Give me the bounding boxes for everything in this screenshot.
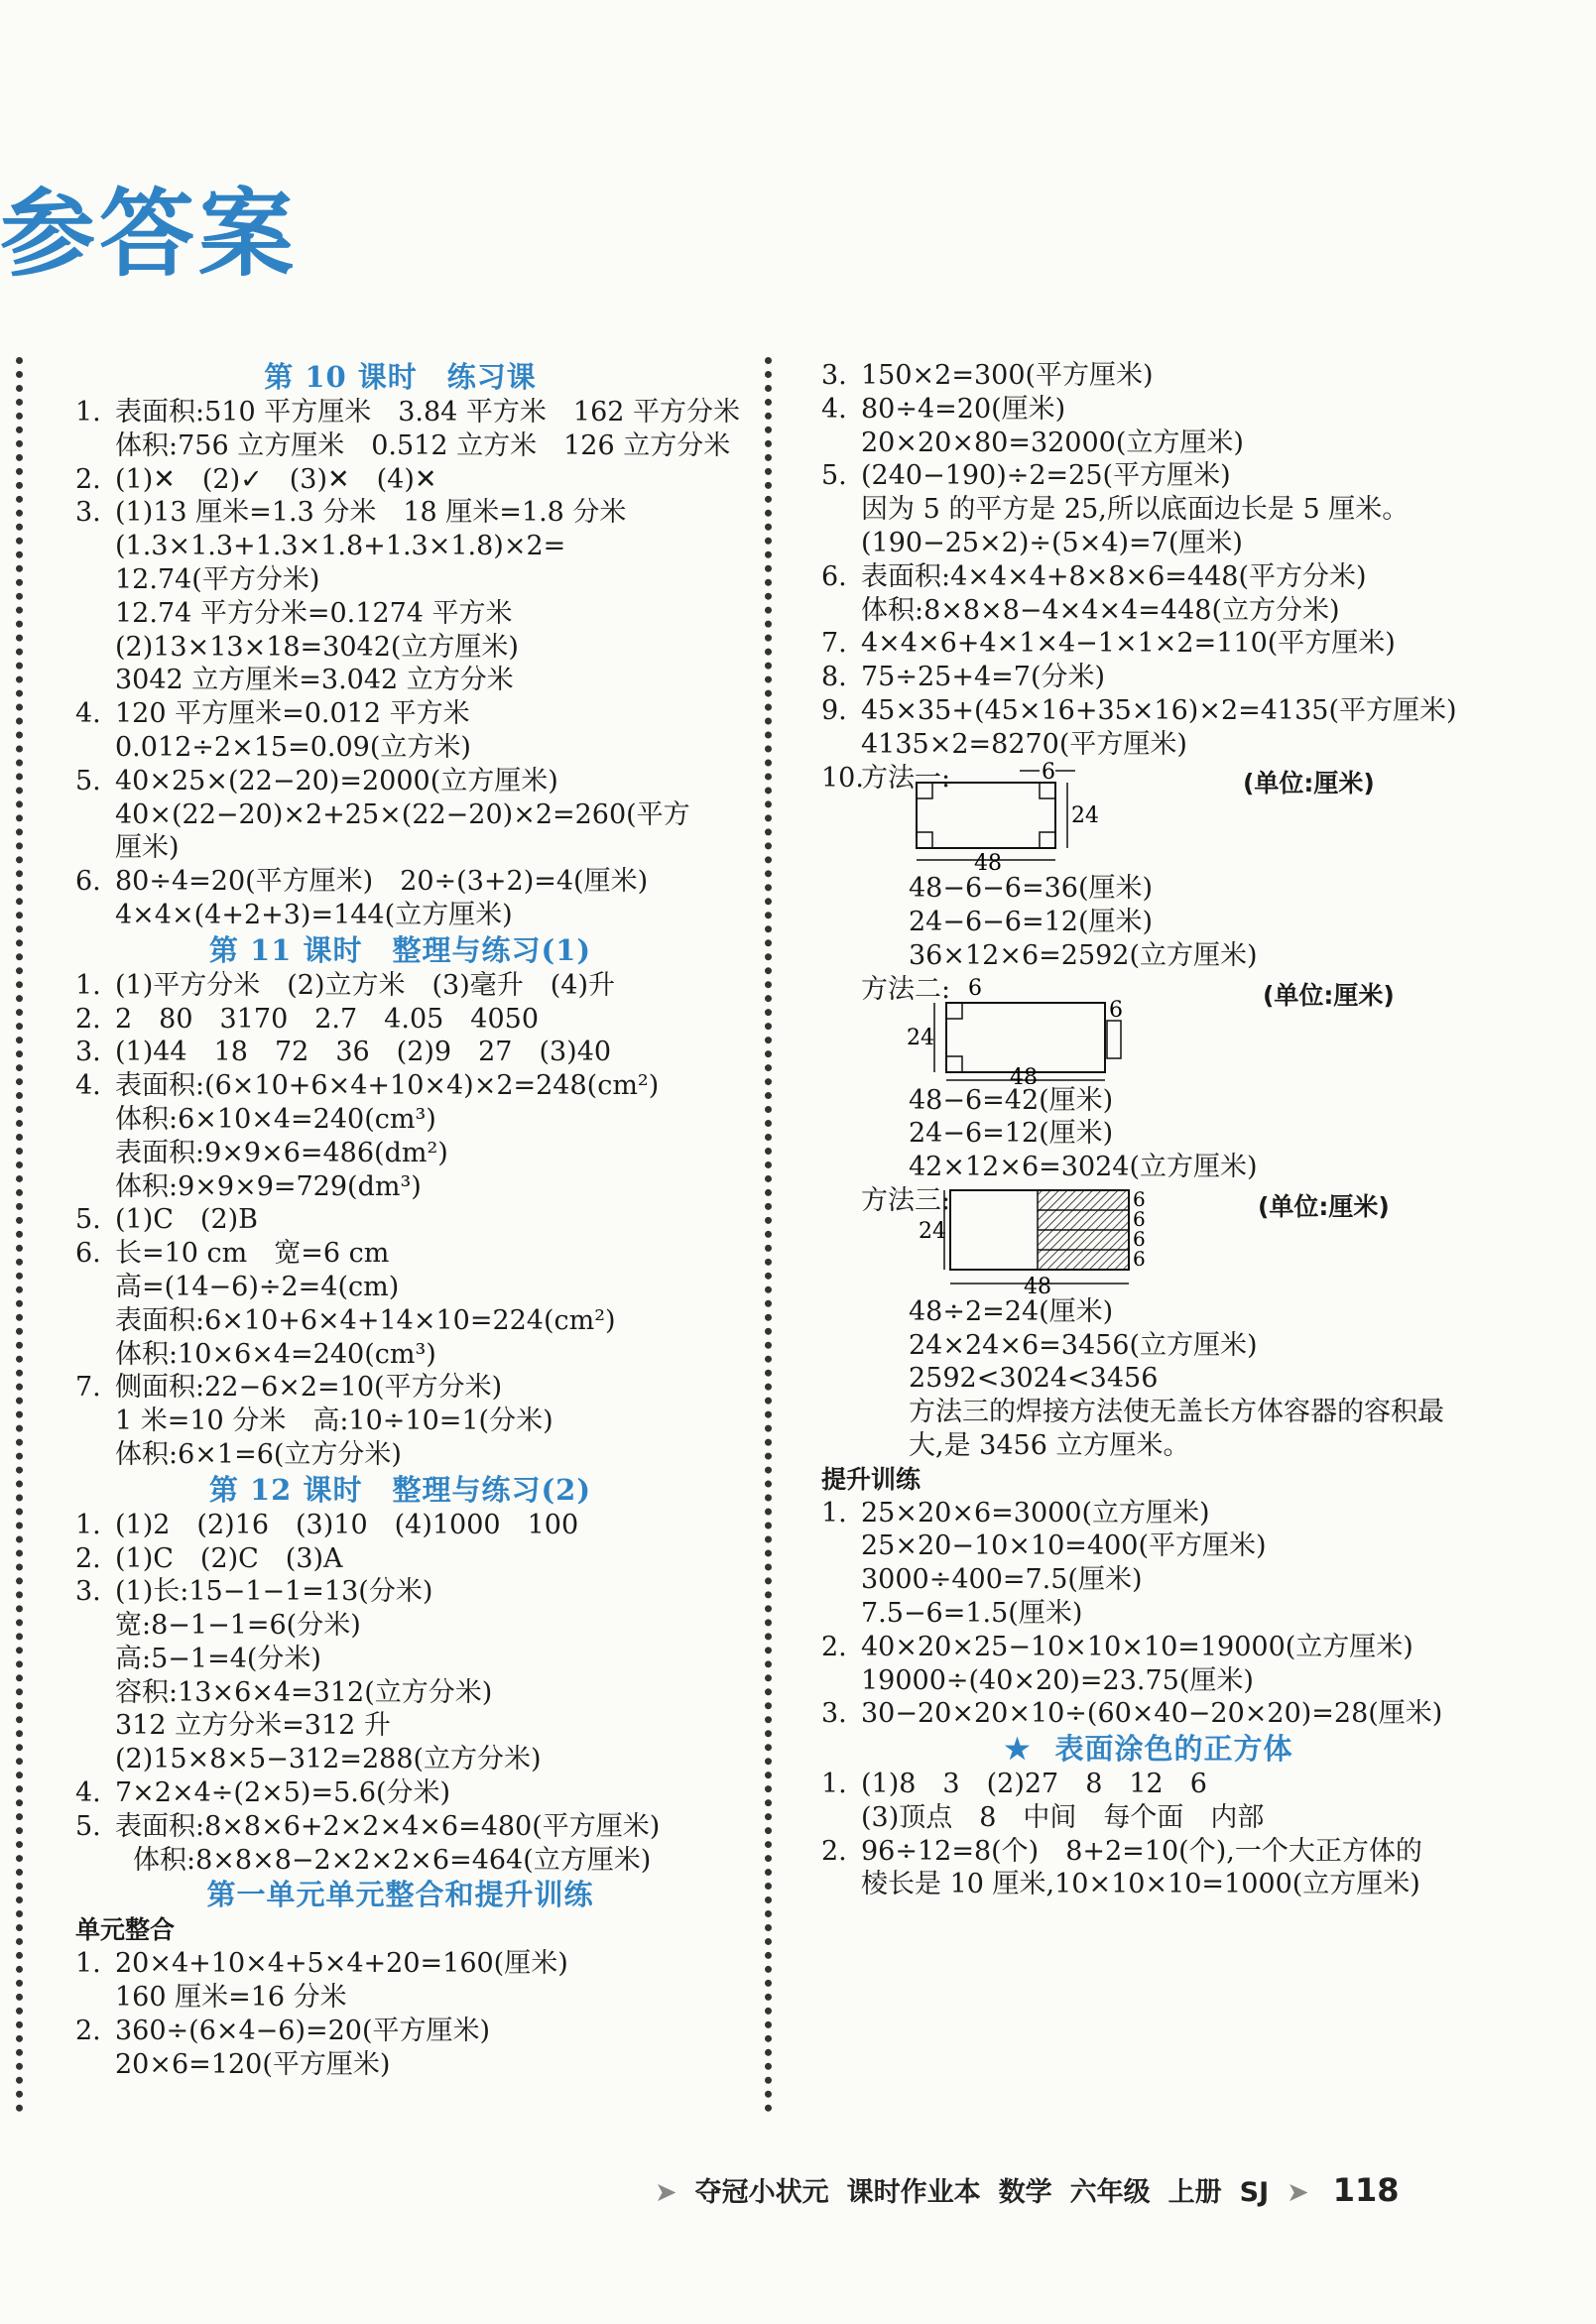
question-number: 9. <box>821 694 847 726</box>
answer-text: 80÷4=20(厘米) <box>861 393 1066 425</box>
answer-continuation: 容积:13×6×4=312(立方分米) <box>115 1676 493 1708</box>
question-number: 2. <box>821 1631 847 1662</box>
answer-continuation: 25×20−10×10=400(平方厘米) <box>861 1530 1267 1562</box>
calc-line: 方法三的焊接方法使无盖长方体容器的容积最 <box>909 1397 1444 1428</box>
question-number: 6. <box>821 560 847 592</box>
page-number: 118 <box>1332 2171 1400 2209</box>
q10-number: 10. <box>821 762 864 794</box>
question-number: 3. <box>75 497 101 529</box>
answer-continuation: 312 立方分米=312 升 <box>115 1710 391 1742</box>
footer-edition: SJ <box>1239 2177 1270 2208</box>
answer-continuation: 体积:8×8×8−4×4×4=448(立方分米) <box>861 594 1340 626</box>
answer-line <box>821 459 1476 493</box>
answer-continuation: (2)15×8×5−312=288(立方分米) <box>115 1744 542 1775</box>
method-3-calc <box>821 1295 1476 1463</box>
calc-line: 大,是 3456 立方厘米。 <box>909 1429 1190 1461</box>
dim-h-label-3: 24 <box>919 1218 946 1244</box>
right-column <box>821 359 1476 1901</box>
answer-continuation: 19000÷(40×20)=23.75(厘米) <box>861 1664 1254 1696</box>
answer-text: 80÷4=20(平方厘米) 20÷(3+2)=4(厘米) <box>115 866 649 898</box>
answer-continuation: 体积:9×9×9=729(dm³) <box>115 1170 422 1202</box>
answer-line <box>821 1697 1476 1731</box>
question-number: 5. <box>75 1204 101 1236</box>
figure-1-svg <box>871 761 1238 872</box>
question-number: 3. <box>75 1576 101 1608</box>
section-heading: 第 12 课时 整理与练习(2) <box>208 1472 592 1507</box>
left-binding-dots <box>16 357 23 2113</box>
figure-3-svg <box>871 1184 1248 1295</box>
calc-line: 24−6−6=12(厘米) <box>909 907 1154 938</box>
fig2-title: 方法二: <box>861 973 951 1005</box>
answer-text: 75÷25+4=7(分米) <box>861 662 1106 693</box>
answer-text: 96÷12=8(个) 8+2=10(个),一个大正方体的 <box>861 1835 1422 1867</box>
answer-continuation: 宽:8−1−1=6(分米) <box>115 1610 361 1642</box>
answer-text: (1)44 18 72 36 (2)9 27 (3)40 <box>115 1037 612 1068</box>
answer-continuation: 棱长是 10 厘米,10×10×10=1000(立方厘米) <box>861 1869 1420 1900</box>
answer-line <box>75 765 725 798</box>
answer-text: (1)13 厘米=1.3 分米 18 厘米=1.8 分米 <box>115 497 627 529</box>
question-number: 8. <box>821 662 847 693</box>
question-number: 7. <box>821 628 847 660</box>
answer-line <box>821 560 1476 594</box>
page-footer <box>655 2170 1417 2209</box>
answer-text: (1)✕ (2)✓ (3)✕ (4)✕ <box>115 463 437 495</box>
answer-line <box>75 496 725 530</box>
section-heading: 第一单元单元整合和提升训练 <box>206 1878 594 1912</box>
section-heading: 第 10 课时 练习课 <box>264 360 537 394</box>
answer-line <box>75 697 725 731</box>
question-number: 7. <box>75 1372 101 1404</box>
question-number: 4. <box>821 393 847 425</box>
subsection-heading: 单元整合 <box>75 1915 176 1945</box>
answer-text: (1)长:15−1−1=13(分米) <box>115 1576 433 1608</box>
method-2-calc <box>821 1084 1476 1184</box>
answer-text: 45×35+(45×16+35×16)×2=4135(平方厘米) <box>861 694 1457 726</box>
answer-continuation: 40×(22−20)×2+25×(22−20)×2=260(平方 <box>115 798 690 830</box>
calc-line: 24−6=12(厘米) <box>909 1118 1114 1150</box>
corner-cut-bl <box>917 832 932 848</box>
calc-line: 36×12×6=2592(立方厘米) <box>909 939 1258 971</box>
question-number: 3. <box>821 1698 847 1730</box>
question-number: 3. <box>821 360 847 391</box>
answer-line <box>821 694 1476 728</box>
question-number: 2. <box>75 463 101 495</box>
answer-continuation: 20×20×80=32000(立方厘米) <box>861 427 1244 458</box>
question-number: 2. <box>75 2015 101 2046</box>
footer-volume: 上册 <box>1167 2177 1222 2208</box>
answer-continuation: 1 米=10 分米 高:10÷10=1(分米) <box>115 1406 553 1437</box>
question-number: 2. <box>821 1835 847 1867</box>
calc-line: 42×12×6=3024(立方厘米) <box>909 1152 1258 1183</box>
answer-line <box>75 396 741 429</box>
method-1-calc <box>821 872 1476 972</box>
answer-continuation: 12.74(平方分米) <box>115 563 320 595</box>
figure-2-svg <box>871 973 1258 1084</box>
answer-line <box>75 1810 725 1844</box>
answer-line <box>75 463 725 497</box>
strip-label-1: 6 <box>1133 1186 1146 1211</box>
dim-h-label: 24 <box>1071 803 1099 829</box>
answer-line <box>75 1069 725 1103</box>
question-number: 6. <box>75 866 101 898</box>
question-number: 3. <box>75 1037 101 1068</box>
dim-h-label-2: 24 <box>907 1025 934 1050</box>
strip-label-3: 6 <box>1133 1226 1146 1251</box>
fig1-title: 方法一: <box>861 762 951 794</box>
answer-line <box>75 1575 725 1609</box>
footer-subject: 数学 <box>998 2177 1052 2208</box>
question-number: 4. <box>75 1070 101 1102</box>
answer-line <box>75 1542 725 1576</box>
answer-line <box>821 1835 1476 1869</box>
fig3-title: 方法三: <box>861 1184 951 1216</box>
answer-text: 表面积:(6×10+6×4+10×4)×2=248(cm²) <box>115 1070 660 1102</box>
answer-continuation: (1.3×1.3+1.3×1.8+1.3×1.8)×2= <box>115 531 566 562</box>
question-number: 1. <box>75 1509 101 1540</box>
calc-line: 48÷2=24(厘米) <box>909 1295 1114 1327</box>
answer-text: (1)平方分米 (2)立方米 (3)毫升 (4)升 <box>115 969 615 1001</box>
answer-text: (240−190)÷2=25(平方厘米) <box>861 460 1231 492</box>
answer-continuation: (190−25×2)÷(5×4)=7(厘米) <box>861 527 1243 558</box>
answer-line <box>75 1203 725 1237</box>
answer-text: 40×25×(22−20)=2000(立方厘米) <box>115 765 558 796</box>
answer-line <box>75 1509 725 1542</box>
right-bottom-answers <box>821 1463 1476 1902</box>
answer-line <box>821 359 1476 393</box>
question-number: 1. <box>75 1948 101 1980</box>
answer-text: 4×4×6+4×1×4−1×1×2=110(平方厘米) <box>861 628 1396 660</box>
calc-line: 48−6=42(厘米) <box>909 1084 1114 1116</box>
strip-label-4: 6 <box>1133 1246 1146 1271</box>
answer-text: (1)C (2)B <box>115 1204 258 1236</box>
answer-line <box>821 393 1476 427</box>
question-number: 6. <box>75 1238 101 1270</box>
answer-line <box>821 1631 1476 1664</box>
corner-cut-tl <box>917 783 932 798</box>
answer-line <box>75 969 725 1003</box>
answer-continuation: 高=(14−6)÷2=4(cm) <box>115 1271 400 1302</box>
right-binding-dots <box>765 357 772 2113</box>
answer-text: (1)8 3 (2)27 8 12 6 <box>861 1769 1207 1800</box>
answer-text: 30−20×20×10÷(60×40−20×20)=28(厘米) <box>861 1698 1443 1730</box>
answer-text: 长=10 cm 宽=6 cm <box>115 1238 390 1270</box>
dim-w-label-3: 48 <box>1024 1274 1051 1295</box>
question-number: 2. <box>75 1542 101 1574</box>
answer-text: (1)C (2)C (3)A <box>115 1542 343 1574</box>
answer-continuation: 表面积:9×9×6=486(dm²) <box>115 1137 448 1168</box>
q10-answer <box>821 762 1476 1463</box>
answer-line <box>821 1768 1476 1801</box>
unit-label-1: (单位:厘米) <box>1243 769 1375 798</box>
answer-text: 20×4+10×4+5×4+20=160(厘米) <box>115 1948 568 1980</box>
answer-continuation: 表面积:6×10+6×4+14×10=224(cm²) <box>115 1304 616 1336</box>
question-number: 1. <box>75 969 101 1001</box>
answer-text: 表面积:8×8×6+2×2×4×6=480(平方厘米) <box>115 1810 661 1842</box>
unit-label-2: (单位:厘米) <box>1263 980 1395 1010</box>
calc-line: 2592<3024<3456 <box>909 1363 1159 1395</box>
answer-line <box>821 661 1476 694</box>
corner-cut-bl-2 <box>946 1056 962 1072</box>
answer-continuation: 体积:10×6×4=240(cm³) <box>115 1338 436 1370</box>
dim-cut-label: 6 <box>1042 761 1055 786</box>
answer-continuation: 3042 立方厘米=3.042 立方分米 <box>115 665 514 696</box>
question-number: 4. <box>75 698 101 730</box>
corner-cut-tr <box>1040 783 1055 798</box>
answer-line <box>75 1036 725 1069</box>
unit-label-3: (单位:厘米) <box>1258 1191 1390 1221</box>
answer-text: 360÷(6×4−6)=20(平方厘米) <box>115 2015 491 2046</box>
answer-continuation: 因为 5 的平方是 25,所以底面边长是 5 厘米。 <box>861 494 1410 526</box>
star-icon: ★ <box>1004 1732 1032 1767</box>
footer-arrow-icon: ➤ <box>655 2177 677 2208</box>
dim-w-label-2: 48 <box>1010 1064 1038 1084</box>
sheet-outline <box>917 783 1055 848</box>
question-number: 1. <box>75 397 101 428</box>
answer-continuation: 高:5−1=4(分米) <box>115 1643 321 1674</box>
question-number: 4. <box>75 1777 101 1809</box>
answer-continuation: 7.5−6=1.5(厘米) <box>861 1597 1083 1629</box>
answer-text: (1)2 (2)16 (3)10 (4)1000 100 <box>115 1509 579 1540</box>
dim-w-label: 48 <box>974 851 1002 873</box>
footer-grade: 六年级 <box>1069 2177 1151 2208</box>
answer-continuation: 4135×2=8270(平方厘米) <box>861 728 1187 760</box>
answer-text: 2 80 3170 2.7 4.05 4050 <box>115 1003 540 1035</box>
footer-arrow-icon-2: ➤ <box>1287 2177 1309 2208</box>
answer-line <box>75 2015 725 2048</box>
answer-text: 表面积:510 平方厘米 3.84 平方米 162 平方分米 <box>115 397 741 428</box>
answer-text: 25×20×6=3000(立方厘米) <box>861 1497 1210 1529</box>
answer-line <box>821 627 1476 661</box>
strip-label-2: 6 <box>1133 1206 1146 1231</box>
section-heading: 第 11 课时 整理与练习(1) <box>208 932 592 967</box>
answer-continuation: (3)顶点 8 中间 每个面 内部 <box>861 1801 1265 1833</box>
answer-continuation: 4×4×(4+2+3)=144(立方厘米) <box>115 899 513 930</box>
answer-continuation: 0.012÷2×15=0.09(立方米) <box>115 731 471 763</box>
answer-continuation: 体积:756 立方厘米 0.512 立方米 126 立方分米 <box>115 429 731 461</box>
answer-line <box>75 865 725 899</box>
left-column <box>75 359 741 2081</box>
question-number: 1. <box>821 1497 847 1529</box>
answer-continuation: 12.74 平方分米=0.1274 平方米 <box>115 597 513 629</box>
subsection-heading: 提升训练 <box>821 1464 921 1494</box>
answer-continuation: 体积:6×1=6(立方分米) <box>115 1438 402 1470</box>
calc-line: 24×24×6=3456(立方厘米) <box>909 1329 1258 1361</box>
answer-line <box>75 1237 725 1271</box>
answer-text: 侧面积:22−6×2=10(平方分米) <box>115 1372 503 1404</box>
footer-brand: 夺冠小状元 <box>694 2177 829 2208</box>
answer-continuation: 20×6=120(平方厘米) <box>115 2048 391 2080</box>
answer-text: 150×2=300(平方厘米) <box>861 360 1154 391</box>
corner-cut-br <box>1040 832 1055 848</box>
page-header-title: 参答案 <box>0 179 298 290</box>
figure-method-2 <box>871 973 1476 1084</box>
answer-continuation: 体积:8×8×8−2×2×2×6=464(立方厘米) <box>133 1844 652 1876</box>
question-number: 5. <box>821 460 847 492</box>
question-number: 2. <box>75 1003 101 1035</box>
footer-book: 课时作业本 <box>846 2177 981 2208</box>
question-number: 1. <box>821 1769 847 1800</box>
section-heading-text: 表面涂色的正方体 <box>1054 1732 1293 1767</box>
welded-side-strip <box>1107 1021 1121 1058</box>
question-number: 5. <box>75 765 101 796</box>
answer-continuation: 体积:6×10×4=240(cm³) <box>115 1103 436 1135</box>
answer-text: 7×2×4÷(2×5)=5.6(分米) <box>115 1777 451 1809</box>
figure-method-1 <box>871 761 1476 872</box>
answer-continuation: 160 厘米=16 分米 <box>115 1982 347 2014</box>
dim-cut-label-2: 6 <box>968 975 982 1001</box>
answer-continuation: (2)13×13×18=3042(立方厘米) <box>115 631 519 663</box>
answer-line <box>821 1497 1476 1530</box>
right-top-answers <box>821 359 1476 762</box>
section-heading-star <box>821 1731 1476 1768</box>
calc-line: 48−6−6=36(厘米) <box>909 873 1154 905</box>
dim-side-label-2: 6 <box>1109 997 1123 1023</box>
figure-method-3 <box>871 1184 1476 1295</box>
corner-cut-tl-2 <box>946 1003 962 1019</box>
question-number: 5. <box>75 1810 101 1842</box>
answer-text: 40×20×25−10×10×10=19000(立方厘米) <box>861 1631 1413 1662</box>
answer-text: 表面积:4×4×4+8×8×6=448(平方分米) <box>861 560 1367 592</box>
answer-text: 120 平方厘米=0.012 平方米 <box>115 698 470 730</box>
answer-line <box>75 1776 725 1810</box>
answer-line <box>75 1003 725 1037</box>
answer-line <box>75 1947 725 1981</box>
sheet-outline-2 <box>946 1003 1105 1072</box>
answer-continuation: 3000÷400=7.5(厘米) <box>861 1564 1143 1596</box>
answer-line <box>75 1371 725 1405</box>
answer-continuation: 厘米) <box>115 832 180 864</box>
